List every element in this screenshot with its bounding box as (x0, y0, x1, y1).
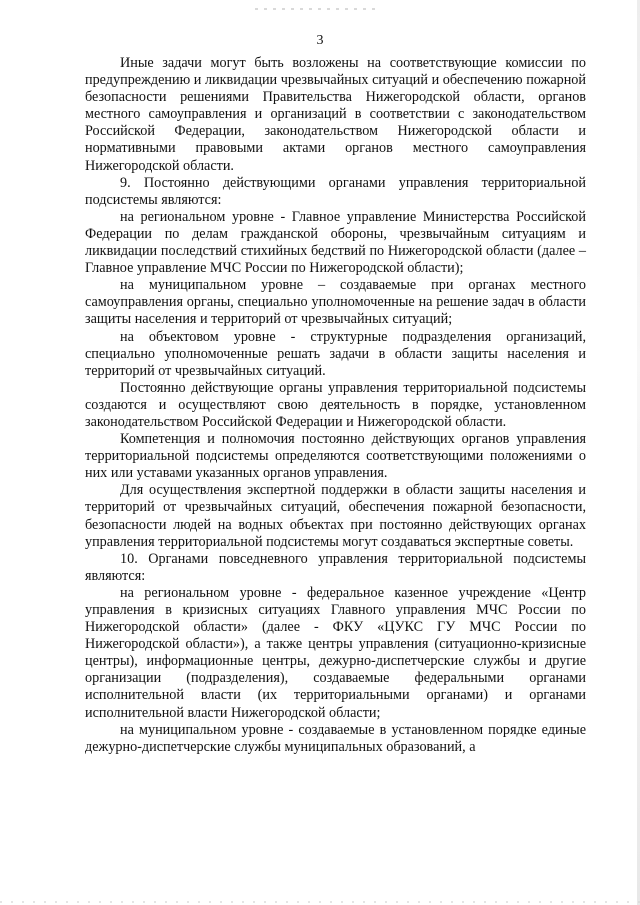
paragraph-competence: Компетенция и полномочия постоянно действующих органов управления территориальной подсистемы определяются соответствующими положениями о них или уставами указанных органов управления. (85, 431, 586, 482)
paragraph-other-tasks: Иные задачи могут быть возложены на соответствующие комиссии по предупреждению и ликвидации чрезвычайных ситуаций и обеспечению пожарной безопасности решениями Правительства Нижегородской области, органов местного самоуправления и организаций в соответствии с законодательством Российской Федерации, законодательством Нижегородской области и нормативными правовыми актами органов местного самоуправления Нижегородской области. (85, 55, 586, 174)
scan-artifact-bottom (0, 901, 640, 903)
document-body (85, 55, 586, 756)
page-number: 3 (316, 33, 324, 48)
paragraph-permanent-bodies: Постоянно действующие органы управления территориальной подсистемы создаются и осуществляют свою деятельность в порядке, установленном законодательством Российской Федерации и Нижегородской области. (85, 379, 586, 430)
paragraph-10-heading: 10. Органами повседневного управления территориальной подсистемы являются: (85, 550, 586, 584)
paragraph-expert-councils: Для осуществления экспертной поддержки в области защиты населения и территорий от чрезвычайных ситуаций, обеспечения пожарной безопасности, безопасности людей на водных объектах при постоянно действующих органах управления территориальной подсистемы могут создаваться экспертные советы. (85, 482, 586, 550)
paragraph-municipal-daily-control: на муниципальном уровне - создаваемые в установленном порядке единые дежурно-диспетчерские службы муниципальных образований, а (85, 721, 586, 755)
paragraph-regional-level: на региональном уровне - Главное управление Министерства Российской Федерации по делам гражданской обороны, чрезвычайным ситуациям и ликвидации последствий стихийных бедствий по Нижегородской области (далее – Главное управление МЧС России по Нижегородской области); (85, 208, 586, 277)
paragraph-regional-daily-control: на региональном уровне - федеральное казенное учреждение «Центр управления в кризисных ситуациях Главного управления МЧС России по Нижегородской области» (далее - ФКУ «ЦУКС ГУ МЧС России по Нижегородской области»), а также центры управления (ситуационно-кризисные центры), информационные центры, дежурно-диспетчерские службы и другие организации (подразделения), создаваемые федеральными органами исполнительной власти (их территориальными органами) и органами исполнительной власти Нижегородской области; (85, 584, 586, 721)
paragraph-object-level: на объектовом уровне - структурные подразделения организаций, специально уполномоченные решать задачи в области защиты населения и территорий от чрезвычайных ситуаций. (85, 328, 586, 379)
scan-artifact-top (255, 8, 375, 10)
paragraph-municipal-level: на муниципальном уровне – создаваемые при органах местного самоуправления органы, специально уполномоченные на решение задач в области защиты населения и территорий от чрезвычайных ситуаций; (85, 277, 586, 328)
paragraph-9-heading: 9. Постоянно действующими органами управления территориальной подсистемы являются: (85, 174, 586, 208)
